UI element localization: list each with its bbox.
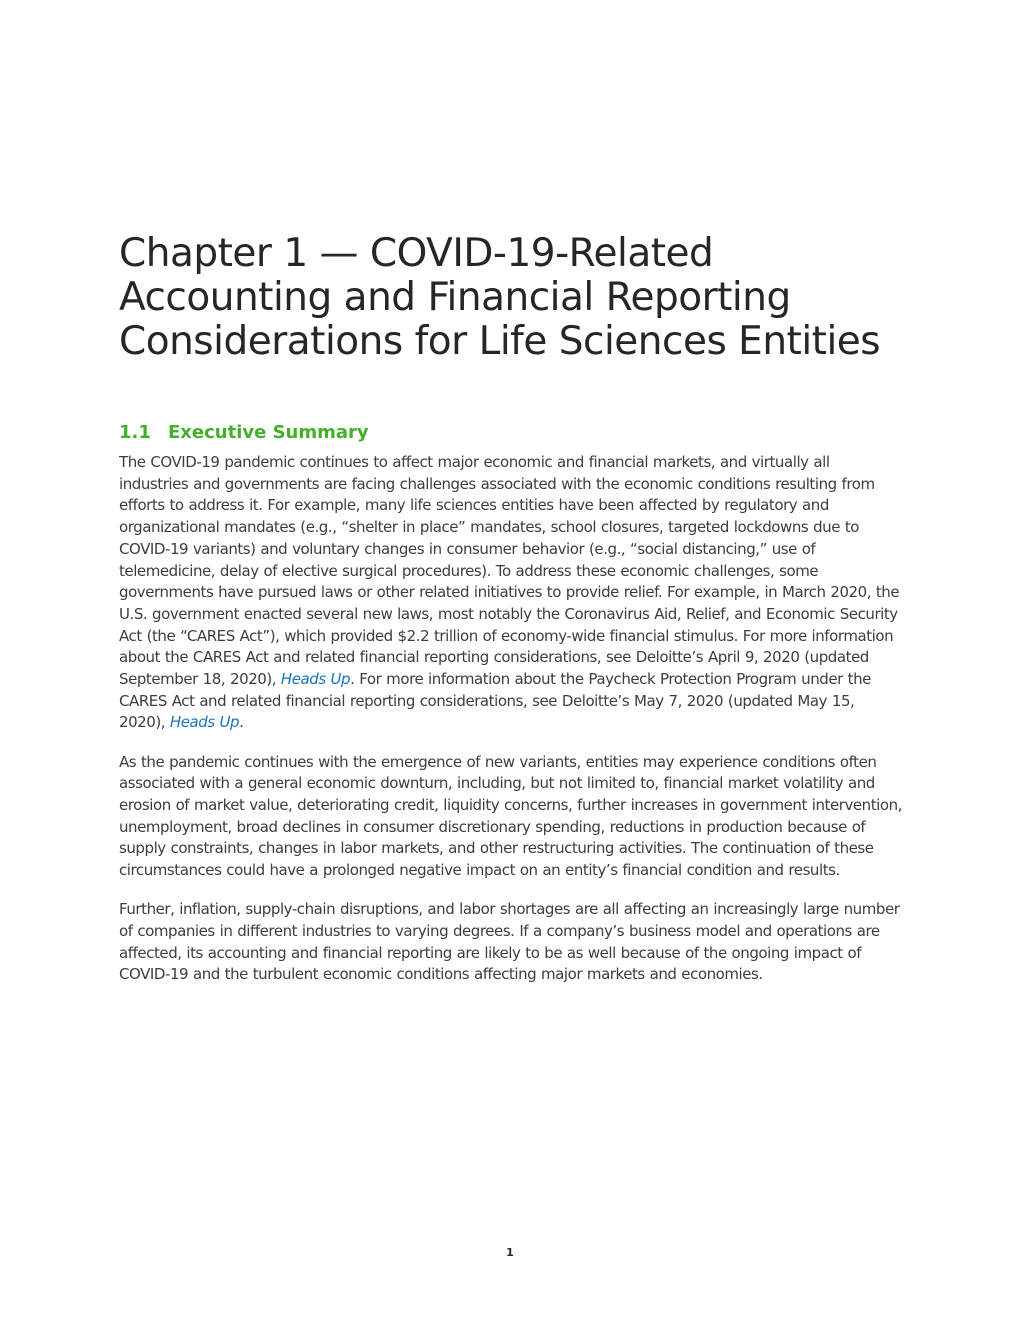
section-body [119, 452, 903, 1004]
paragraph-3: Further, inflation, supply-chain disruptions, and labor shortages are all affecting an increasingly large number of companies in different industries to varying degrees. If a company’s business model and operations are affected, its accounting and financial reporting are likely to be as well because of the ongoing impact of COVID-19 and the turbulent economic conditions affecting major markets and economies. [119, 900, 900, 984]
paragraph-1 [119, 452, 903, 734]
paragraph-2: As the pandemic continues with the emergence of new variants, entities may experience conditions often associated with a general economic downturn, including, but not limited to, financial market volatility and erosion of market value, deteriorating credit, liquidity concerns, further increases in government intervention, unemployment, broad declines in consumer discretionary spending, reductions in production because of supply constraints, changes in labor markets, and other restructuring activities. The continuation of these circumstances could have a prolonged negative impact on an entity’s financial condition and results. [119, 752, 902, 880]
section-heading [119, 421, 369, 445]
page-number: 1 [506, 1246, 514, 1259]
section-title: Executive Summary [168, 422, 369, 443]
paragraph-1-text-b: . For more information about the Paycheck Protection Program under the CARES Act and related financial reporting considerations, see Deloitte’s May 7, 2020 (updated May 15, 2020), [119, 670, 871, 732]
heads-up-link-2[interactable]: Heads Up [169, 713, 240, 732]
paragraph-1-text-a: The COVID-19 pandemic continues to affect major economic and financial markets, and virtually all industries and governments are facing challenges associated with the economic conditions resulting from efforts to address it. For example, many life sciences entities have been affected by regulatory and organizational mandates (e.g., “shelter in place” mandates, school closures, targeted lockdowns due to COVID-19 variants) and voluntary changes in consumer behavior (e.g., “social distancing,” use of telemedicine, delay of elective surgical procedures). To address these economic challenges, some governments have pursued laws or other related initiatives to provide relief. For example, in March 2020, the U.S. government enacted several new laws, most notably the Coronavirus Aid, Relief, and Economic Security Act (the “CARES Act”), which provided $2.2 trillion of economy-wide financial stimulus. For more information about the CARES Act and related financial reporting considerations, see Deloitte’s April 9, 2020 (updated September 18, 2020), [119, 453, 900, 689]
heads-up-link-1[interactable]: Heads Up [280, 670, 351, 689]
chapter-title: Chapter 1 — COVID-19-Related Accounting and Financial Reporting Considerations for Life Sciences Entities [119, 231, 881, 364]
paragraph-1-text-c: . [239, 713, 244, 732]
section-number: 1.1 [119, 422, 151, 443]
